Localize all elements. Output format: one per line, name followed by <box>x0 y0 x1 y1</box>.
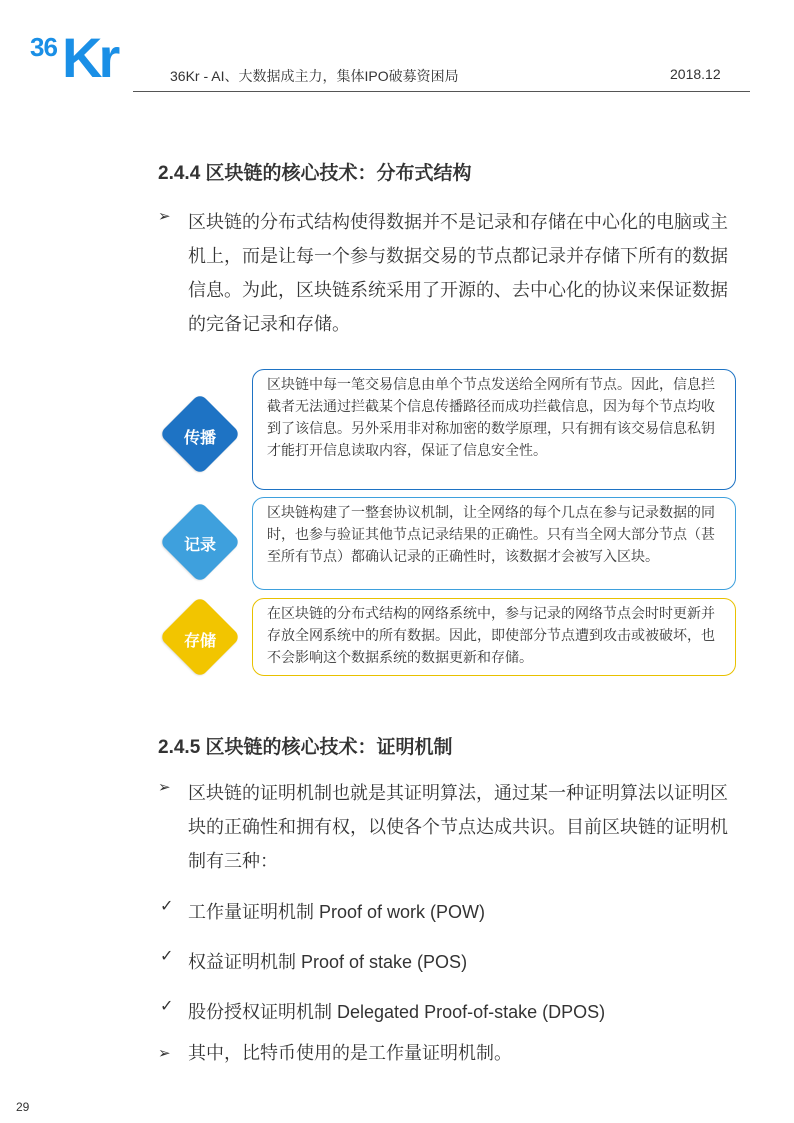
checkmark-icon: ✓ <box>160 998 174 1015</box>
box-storage-text: 在区块链的分布式结构的网络系统中，参与记录的网络节点会时时更新并存放全网系统中的所有数据。因此，即使部分节点遭到攻击或被破坏，也不会影响这个数据系统的数据更新和存储。 <box>252 598 736 676</box>
box-record-text: 区块链构建了一整套协议机制，让全网络的每个几点在参与记录数据的同时，也参与验证其他节点记录结果的正确性。只有当全网大部分节点（甚至所有节点）都确认记录的正确性时，该数据才会被写入区块。 <box>252 497 736 590</box>
header-title: 36Kr - AI、大数据成主力，集体IPO破募资困局 <box>170 68 459 84</box>
arrow-bullet-icon: ➢ <box>158 208 171 225</box>
bullet-text: 区块链的分布式结构使得数据并不是记录和存储在中心化的电脑或主机上，而是让每一个参与数据交易的节点都记录并存储下所有的数据信息。为此，区块链系统采用了开源的、去中心化的协议来保证数据的完备记录和存储。 <box>188 212 728 334</box>
page-number: 29 <box>16 1100 30 1114</box>
section-heading-proof: 2.4.5 区块链的核心技术：证明机制 <box>158 737 453 758</box>
list-item <box>158 898 748 928</box>
list-item <box>158 948 748 978</box>
checkmark-icon: ✓ <box>160 898 174 915</box>
header-date: 2018.12 <box>670 66 721 82</box>
box-propagation-text: 区块链中每一笔交易信息由单个节点发送给全网所有节点。因此，信息拦截者无法通过拦截某个信息传播路径而成功拦截信息，因为每个节点均收到了该信息。另外采用非对称加密的数学原理，只有拥有该交易信息私钥才能打开信息读取内容，保证了信息安全性。 <box>252 369 736 490</box>
diamond-label-storage: 存储 <box>183 633 216 650</box>
section-heading-distributed: 2.4.4 区块链的核心技术：分布式结构 <box>158 163 472 184</box>
bullet-text: 其中，比特币使用的是工作量证明机制。 <box>188 1043 512 1063</box>
list-item-text: 权益证明机制 Proof of stake (POS) <box>188 952 468 972</box>
logo-number: 36 <box>30 32 57 62</box>
list-item <box>158 998 748 1028</box>
list-item-text: 工作量证明机制 Proof of work (POW) <box>188 902 486 922</box>
header-divider <box>133 91 750 92</box>
checkmark-icon: ✓ <box>160 948 174 965</box>
arrow-bullet-icon: ➢ <box>158 1045 171 1062</box>
arrow-bullet-icon: ➢ <box>158 779 171 796</box>
diamond-label-record: 记录 <box>183 537 216 554</box>
logo-36kr <box>30 28 140 88</box>
diamond-label-propagation: 传播 <box>183 430 216 447</box>
logo-kr: Kr <box>62 26 117 89</box>
bullet-text: 区块链的证明机制也就是其证明算法，通过某一种证明算法以证明区块的正确性和拥有权，以使各个节点达成共识。目前区块链的证明机制有三种： <box>188 783 728 871</box>
list-item-text: 股份授权证明机制 Delegated Proof-of-stake (DPOS) <box>188 1002 606 1022</box>
